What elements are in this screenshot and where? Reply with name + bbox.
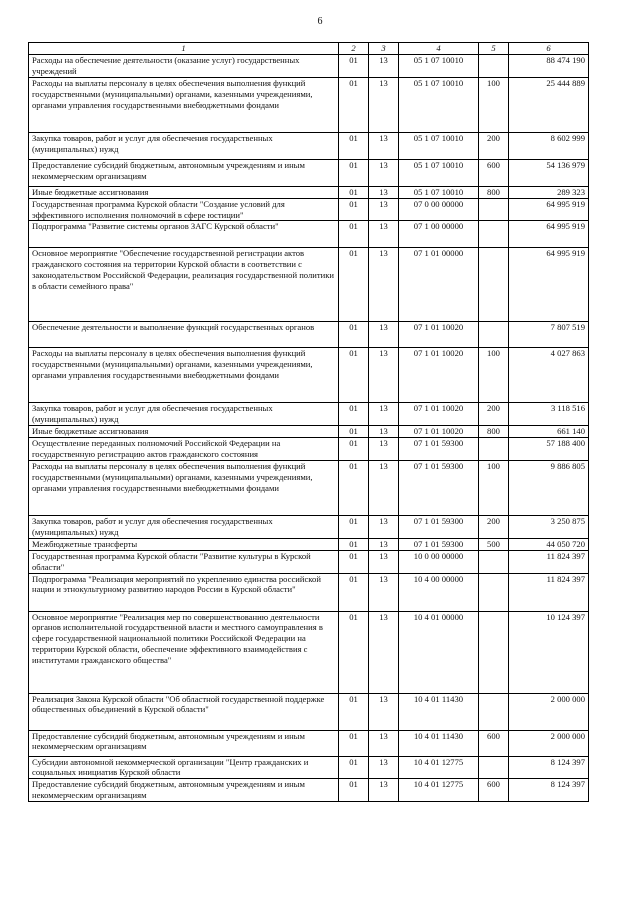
cell-section: 01 bbox=[339, 515, 369, 538]
cell-amount: 25 444 889 bbox=[509, 77, 589, 132]
cell-expense-type: 600 bbox=[479, 779, 509, 802]
cell-name: Подпрограмма "Развитие системы органов ЗАГС Курской области" bbox=[29, 221, 339, 248]
cell-target-article: 07 1 01 59300 bbox=[399, 460, 479, 515]
cell-expense-type: 600 bbox=[479, 159, 509, 186]
cell-target-article: 07 1 00 00000 bbox=[399, 221, 479, 248]
table-row bbox=[29, 159, 589, 186]
table-row bbox=[29, 198, 589, 221]
cell-subsection: 13 bbox=[369, 348, 399, 403]
cell-name: Подпрограмма "Реализация мероприятий по укреплению единства российской нации и этнокультурному развитию народов России в Курской области" bbox=[29, 573, 339, 611]
page-number: 6 bbox=[317, 16, 323, 27]
cell-name: Иные бюджетные ассигнования bbox=[29, 186, 339, 198]
cell-expense-type: 100 bbox=[479, 348, 509, 403]
cell-subsection: 13 bbox=[369, 322, 399, 348]
cell-subsection: 13 bbox=[369, 248, 399, 322]
cell-expense-type: 100 bbox=[479, 460, 509, 515]
cell-target-article: 10 4 01 12775 bbox=[399, 756, 479, 779]
table-row bbox=[29, 248, 589, 322]
cell-target-article: 10 0 00 00000 bbox=[399, 550, 479, 573]
cell-target-article: 05 1 07 10010 bbox=[399, 77, 479, 132]
cell-section: 01 bbox=[339, 186, 369, 198]
cell-subsection: 13 bbox=[369, 515, 399, 538]
cell-subsection: 13 bbox=[369, 438, 399, 461]
cell-amount: 11 824 397 bbox=[509, 573, 589, 611]
cell-subsection: 13 bbox=[369, 77, 399, 132]
cell-expense-type: 200 bbox=[479, 515, 509, 538]
cell-subsection: 13 bbox=[369, 573, 399, 611]
cell-name: Осуществление переданных полномочий Российской Федерации на государственную регистрацию актов гражданского состояния bbox=[29, 438, 339, 461]
cell-section: 01 bbox=[339, 426, 369, 438]
cell-target-article: 07 0 00 00000 bbox=[399, 198, 479, 221]
table-row bbox=[29, 550, 589, 573]
col-header-expense-type: 5 bbox=[479, 43, 509, 55]
cell-amount: 8 124 397 bbox=[509, 779, 589, 802]
cell-subsection: 13 bbox=[369, 538, 399, 550]
cell-subsection: 13 bbox=[369, 756, 399, 779]
table-row bbox=[29, 779, 589, 802]
cell-section: 01 bbox=[339, 403, 369, 426]
table-row bbox=[29, 132, 589, 159]
cell-name: Расходы на обеспечение деятельности (оказание услуг) государственных учреждений bbox=[29, 54, 339, 77]
cell-amount: 64 995 919 bbox=[509, 221, 589, 248]
cell-amount: 3 118 516 bbox=[509, 403, 589, 426]
cell-section: 01 bbox=[339, 198, 369, 221]
cell-section: 01 bbox=[339, 248, 369, 322]
cell-target-article: 07 1 01 00000 bbox=[399, 248, 479, 322]
cell-amount: 88 474 190 bbox=[509, 54, 589, 77]
cell-target-article: 05 1 07 10010 bbox=[399, 54, 479, 77]
table-row bbox=[29, 426, 589, 438]
cell-section: 01 bbox=[339, 573, 369, 611]
cell-name: Субсидии автономной некоммерческой организации "Центр гражданских и социальных инициатив Курской области bbox=[29, 756, 339, 779]
cell-expense-type bbox=[479, 756, 509, 779]
cell-section: 01 bbox=[339, 550, 369, 573]
cell-amount: 11 824 397 bbox=[509, 550, 589, 573]
cell-name: Обеспечение деятельности и выполнение функций государственных органов bbox=[29, 322, 339, 348]
cell-expense-type bbox=[479, 221, 509, 248]
cell-section: 01 bbox=[339, 77, 369, 132]
cell-amount: 2 000 000 bbox=[509, 730, 589, 756]
table-row bbox=[29, 515, 589, 538]
cell-target-article: 05 1 07 10010 bbox=[399, 132, 479, 159]
cell-expense-type bbox=[479, 198, 509, 221]
cell-target-article: 07 1 01 10020 bbox=[399, 348, 479, 403]
cell-name: Расходы на выплаты персоналу в целях обеспечения выполнения функций государственными (муниципальными) органами, казенными учреждениями, органами управления государственными внебюджетными фондами bbox=[29, 460, 339, 515]
cell-subsection: 13 bbox=[369, 460, 399, 515]
table-row bbox=[29, 77, 589, 132]
cell-target-article: 07 1 01 10020 bbox=[399, 426, 479, 438]
cell-section: 01 bbox=[339, 159, 369, 186]
cell-name: Предоставление субсидий бюджетным, автономным учреждениям и иным некоммерческим организациям bbox=[29, 730, 339, 756]
table-row bbox=[29, 756, 589, 779]
cell-section: 01 bbox=[339, 132, 369, 159]
cell-subsection: 13 bbox=[369, 730, 399, 756]
cell-section: 01 bbox=[339, 460, 369, 515]
cell-name: Закупка товаров, работ и услуг для обеспечения государственных (муниципальных) нужд bbox=[29, 515, 339, 538]
table-row bbox=[29, 730, 589, 756]
cell-target-article: 07 1 01 59300 bbox=[399, 515, 479, 538]
cell-name: Реализация Закона Курской области "Об областной государственной поддержке общественных объединений в Курской области" bbox=[29, 693, 339, 730]
cell-subsection: 13 bbox=[369, 159, 399, 186]
col-header-section: 2 bbox=[339, 43, 369, 55]
table-row bbox=[29, 186, 589, 198]
table-row bbox=[29, 438, 589, 461]
cell-expense-type bbox=[479, 54, 509, 77]
cell-section: 01 bbox=[339, 348, 369, 403]
cell-amount: 289 323 bbox=[509, 186, 589, 198]
cell-subsection: 13 bbox=[369, 550, 399, 573]
table-row bbox=[29, 403, 589, 426]
cell-amount: 64 995 919 bbox=[509, 198, 589, 221]
cell-amount: 54 136 979 bbox=[509, 159, 589, 186]
cell-amount: 10 124 397 bbox=[509, 611, 589, 693]
cell-expense-type bbox=[479, 693, 509, 730]
cell-name: Иные бюджетные ассигнования bbox=[29, 426, 339, 438]
table-row bbox=[29, 54, 589, 77]
cell-subsection: 13 bbox=[369, 198, 399, 221]
table-row bbox=[29, 322, 589, 348]
cell-subsection: 13 bbox=[369, 186, 399, 198]
cell-expense-type: 200 bbox=[479, 403, 509, 426]
cell-expense-type: 800 bbox=[479, 186, 509, 198]
cell-name: Расходы на выплаты персоналу в целях обеспечения выполнения функций государственными (муниципальными) органами, казенными учреждениями, органами управления государственными внебюджетными фондами bbox=[29, 77, 339, 132]
cell-section: 01 bbox=[339, 756, 369, 779]
cell-subsection: 13 bbox=[369, 403, 399, 426]
col-header-subsection: 3 bbox=[369, 43, 399, 55]
cell-subsection: 13 bbox=[369, 611, 399, 693]
cell-name: Межбюджетные трансферты bbox=[29, 538, 339, 550]
cell-name: Закупка товаров, работ и услуг для обеспечения государственных (муниципальных) нужд bbox=[29, 132, 339, 159]
cell-name: Закупка товаров, работ и услуг для обеспечения государственных (муниципальных) нужд bbox=[29, 403, 339, 426]
cell-subsection: 13 bbox=[369, 779, 399, 802]
table-header-row bbox=[29, 43, 589, 55]
cell-subsection: 13 bbox=[369, 221, 399, 248]
cell-amount: 8 602 999 bbox=[509, 132, 589, 159]
cell-amount: 7 807 519 bbox=[509, 322, 589, 348]
cell-amount: 661 140 bbox=[509, 426, 589, 438]
cell-amount: 3 250 875 bbox=[509, 515, 589, 538]
table-row bbox=[29, 348, 589, 403]
cell-expense-type bbox=[479, 573, 509, 611]
cell-section: 01 bbox=[339, 693, 369, 730]
cell-name: Предоставление субсидий бюджетным, автономным учреждениям и иным некоммерческим организациям bbox=[29, 159, 339, 186]
cell-amount: 8 124 397 bbox=[509, 756, 589, 779]
cell-name: Основное мероприятие "Реализация мер по совершенствованию деятельности органов исполнительной государственной власти и местного самоуправления в сфере государственной национальной политики Российской Федерации на территории Курской области, обеспечение эффективного взаимодействия с институтами гражданского общества" bbox=[29, 611, 339, 693]
cell-expense-type bbox=[479, 550, 509, 573]
cell-expense-type: 600 bbox=[479, 730, 509, 756]
col-header-name: 1 bbox=[29, 43, 339, 55]
cell-section: 01 bbox=[339, 611, 369, 693]
table-row bbox=[29, 693, 589, 730]
cell-expense-type bbox=[479, 322, 509, 348]
cell-expense-type: 800 bbox=[479, 426, 509, 438]
cell-name: Расходы на выплаты персоналу в целях обеспечения выполнения функций государственными (муниципальными) органами, казенными учреждениями, органами управления государственными внебюджетными фондами bbox=[29, 348, 339, 403]
cell-expense-type: 500 bbox=[479, 538, 509, 550]
cell-amount: 57 188 400 bbox=[509, 438, 589, 461]
cell-section: 01 bbox=[339, 538, 369, 550]
cell-amount: 44 050 720 bbox=[509, 538, 589, 550]
col-header-target-article: 4 bbox=[399, 43, 479, 55]
cell-expense-type: 200 bbox=[479, 132, 509, 159]
cell-target-article: 07 1 01 10020 bbox=[399, 403, 479, 426]
cell-target-article: 07 1 01 59300 bbox=[399, 538, 479, 550]
cell-section: 01 bbox=[339, 438, 369, 461]
budget-table bbox=[28, 42, 589, 802]
table-row bbox=[29, 573, 589, 611]
cell-name: Государственная программа Курской области "Развитие культуры в Курской области" bbox=[29, 550, 339, 573]
cell-expense-type bbox=[479, 248, 509, 322]
table-row bbox=[29, 611, 589, 693]
cell-target-article: 10 4 01 11430 bbox=[399, 693, 479, 730]
cell-section: 01 bbox=[339, 54, 369, 77]
table-row bbox=[29, 221, 589, 248]
cell-target-article: 10 4 00 00000 bbox=[399, 573, 479, 611]
cell-amount: 4 027 863 bbox=[509, 348, 589, 403]
cell-subsection: 13 bbox=[369, 54, 399, 77]
cell-amount: 2 000 000 bbox=[509, 693, 589, 730]
cell-amount: 64 995 919 bbox=[509, 248, 589, 322]
cell-expense-type bbox=[479, 438, 509, 461]
cell-target-article: 07 1 01 10020 bbox=[399, 322, 479, 348]
cell-target-article: 05 1 07 10010 bbox=[399, 159, 479, 186]
cell-expense-type: 100 bbox=[479, 77, 509, 132]
cell-target-article: 10 4 01 11430 bbox=[399, 730, 479, 756]
cell-name: Предоставление субсидий бюджетным, автономным учреждениям и иным некоммерческим организациям bbox=[29, 779, 339, 802]
cell-target-article: 10 4 01 12775 bbox=[399, 779, 479, 802]
cell-target-article: 05 1 07 10010 bbox=[399, 186, 479, 198]
cell-expense-type bbox=[479, 611, 509, 693]
cell-section: 01 bbox=[339, 779, 369, 802]
table-body bbox=[29, 54, 589, 801]
cell-target-article: 10 4 01 00000 bbox=[399, 611, 479, 693]
cell-name: Основное мероприятие "Обеспечение государственной регистрации актов гражданского состояния на территории Курской области в соответствии с законодательством Российской Федерации, реализация государственной политики в области семейного права" bbox=[29, 248, 339, 322]
cell-subsection: 13 bbox=[369, 693, 399, 730]
cell-name: Государственная программа Курской области "Создание условий для эффективного исполнения полномочий в сфере юстиции" bbox=[29, 198, 339, 221]
col-header-amount: 6 bbox=[509, 43, 589, 55]
cell-target-article: 07 1 01 59300 bbox=[399, 438, 479, 461]
cell-amount: 9 886 805 bbox=[509, 460, 589, 515]
table-row bbox=[29, 538, 589, 550]
cell-subsection: 13 bbox=[369, 426, 399, 438]
cell-section: 01 bbox=[339, 730, 369, 756]
cell-subsection: 13 bbox=[369, 132, 399, 159]
cell-section: 01 bbox=[339, 221, 369, 248]
cell-section: 01 bbox=[339, 322, 369, 348]
table-row bbox=[29, 460, 589, 515]
